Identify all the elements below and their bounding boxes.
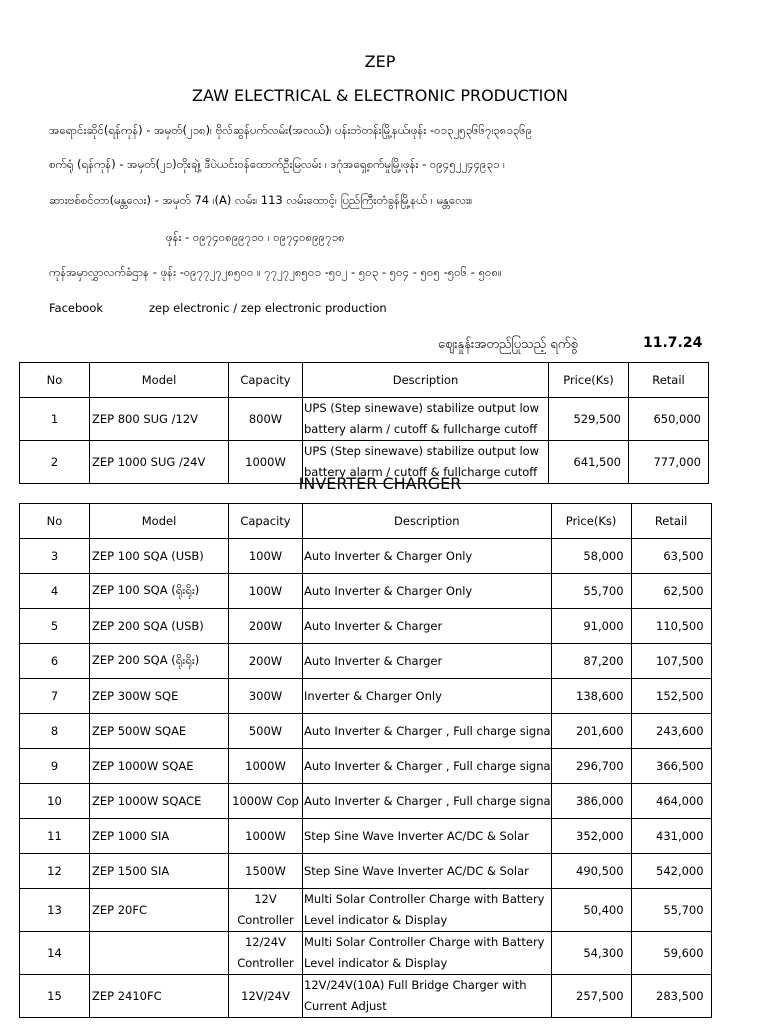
cell-model (90, 932, 229, 975)
table-row (20, 714, 712, 749)
cell-model: ZEP 2410FC (90, 975, 229, 1018)
col-header-model: Model (90, 363, 229, 398)
table-row (20, 609, 712, 644)
cell-no: 9 (20, 749, 90, 784)
cell-description (303, 644, 552, 679)
cell-no: 5 (20, 609, 90, 644)
cell-price: 352,000 (551, 819, 631, 854)
cell-model: ZEP 100 SQA (ရိုးရိုး) (90, 574, 229, 609)
cell-capacity (229, 819, 303, 854)
cell-capacity-line: 1000W (245, 455, 286, 469)
cell-no: 1 (20, 398, 90, 441)
cell-price: 87,200 (551, 644, 631, 679)
cell-no: 3 (20, 539, 90, 574)
cell-price: 296,700 (551, 749, 631, 784)
col-header-capacity: Capacity (229, 504, 303, 539)
cell-no: 10 (20, 784, 90, 819)
table-row (20, 679, 712, 714)
col-header-price: Price(Ks) (551, 504, 631, 539)
cell-retail: 777,000 (629, 441, 709, 484)
price-date-label: ဈေးနှုန်းအတည်ပြုသည့် ရက်စွဲ (438, 337, 578, 352)
table-row (20, 784, 712, 819)
cell-no: 7 (20, 679, 90, 714)
cell-retail: 59,600 (631, 932, 711, 975)
col-header-price: Price(Ks) (549, 363, 629, 398)
table-row (20, 975, 712, 1018)
cell-price: 201,600 (551, 714, 631, 749)
col-header-description: Description (303, 504, 552, 539)
cell-model: ZEP 20FC (90, 889, 229, 932)
cell-description-line: Inverter & Charger Only (304, 689, 442, 703)
cell-capacity (229, 975, 303, 1018)
cell-no: 13 (20, 889, 90, 932)
cell-capacity-line: 12V/24V (241, 989, 290, 1003)
price-date-value: 11.7.24 (643, 335, 703, 351)
cell-description-line: Multi Solar Controller Charge with Battery (304, 892, 545, 906)
table-header-row (20, 504, 712, 539)
cell-price: 386,000 (551, 784, 631, 819)
cell-description (303, 714, 552, 749)
cell-capacity-line: 1000W (245, 759, 286, 773)
table-row (20, 749, 712, 784)
cell-model: ZEP 200 SQA (USB) (90, 609, 229, 644)
cell-description-line: UPS (Step sinewave) stabilize output low (304, 444, 540, 458)
cell-price: 490,500 (551, 854, 631, 889)
inverter-price-table (19, 503, 712, 1018)
facebook-value: zep electronic / zep electronic production (149, 301, 387, 315)
cell-capacity-line: 1500W (245, 864, 286, 878)
brand-title: ZEP (364, 52, 396, 71)
cell-description-line: Level indicator & Display (304, 956, 448, 970)
cell-description (303, 574, 552, 609)
info-line-shop: အရောင်းဆိုင်(ရန်ကုန်) - အမှတ်(၂၁၈)၊ ဗိုလ်ဆွန်ပက်လမ်း(အလယ်)၊ ပန်းဘဲတန်းမြို့နယ်၊ဖုန်း -၀၁၃၂၅၃၆၆၇၊၃၈၁၃၆၉ (49, 123, 533, 137)
ups-price-table (19, 362, 709, 484)
col-header-retail: Retail (629, 363, 709, 398)
table-header-row (20, 363, 709, 398)
cell-description-line: battery alarm / cutoff & fullcharge cutoff (304, 465, 538, 479)
cell-capacity (229, 539, 303, 574)
cell-description (303, 784, 552, 819)
cell-description (303, 539, 552, 574)
cell-price: 55,700 (551, 574, 631, 609)
col-header-retail: Retail (631, 504, 711, 539)
cell-description (303, 889, 552, 932)
cell-model: ZEP 300W SQE (90, 679, 229, 714)
cell-price: 58,000 (551, 539, 631, 574)
cell-model: ZEP 800 SUG /12V (90, 398, 229, 441)
cell-description-line: Level indicator & Display (304, 913, 448, 927)
cell-retail: 366,500 (631, 749, 711, 784)
cell-capacity (229, 679, 303, 714)
cell-retail: 55,700 (631, 889, 711, 932)
cell-capacity (229, 644, 303, 679)
cell-capacity (229, 398, 303, 441)
table-row (20, 644, 712, 679)
cell-model: ZEP 500W SQAE (90, 714, 229, 749)
cell-description (303, 975, 552, 1018)
cell-retail: 107,500 (631, 644, 711, 679)
col-header-description: Description (303, 363, 549, 398)
cell-model: ZEP 200 SQA (ရိုးရိုး) (90, 644, 229, 679)
table-row (20, 398, 709, 441)
cell-capacity-line: 12/24V (244, 935, 286, 949)
cell-description-line: 12V/24V(10A) Full Bridge Charger with (304, 978, 527, 992)
cell-capacity (229, 784, 303, 819)
cell-model: ZEP 1000 SUG /24V (90, 441, 229, 484)
cell-capacity-line: 800W (248, 412, 283, 426)
info-line-orders: ကုန်အမှာလွှာလက်ခံဌာန - ဖုန်း -၀၉၇၇၂၇၂၈၅၀၀ ။ ၇၇၂၇၂၈၅၀၁ -၅၀၂ - ၅၀၃ - ၅၀၄ - ၅၀၅ -၅၀၆ - ၅၀၈။ (49, 265, 502, 279)
cell-retail: 431,000 (631, 819, 711, 854)
cell-description-line: Auto Inverter & Charger , Full charge signa (304, 794, 551, 808)
section-title-inverter: INVERTER CHARGER (298, 474, 462, 493)
table-row (20, 932, 712, 975)
cell-retail: 283,500 (631, 975, 711, 1018)
cell-capacity-line: 100W (248, 584, 283, 598)
table-row (20, 819, 712, 854)
cell-no: 15 (20, 975, 90, 1018)
cell-model: ZEP 100 SQA (USB) (90, 539, 229, 574)
cell-model: ZEP 1500 SIA (90, 854, 229, 889)
cell-no: 12 (20, 854, 90, 889)
cell-capacity-line: 200W (248, 619, 283, 633)
cell-no: 8 (20, 714, 90, 749)
cell-capacity (229, 932, 303, 975)
company-title: ZAW ELECTRICAL & ELECTRONIC PRODUCTION (192, 86, 568, 105)
cell-retail: 464,000 (631, 784, 711, 819)
cell-capacity (229, 889, 303, 932)
cell-retail: 650,000 (629, 398, 709, 441)
cell-price: 529,500 (549, 398, 629, 441)
cell-price: 50,400 (551, 889, 631, 932)
cell-description-line: Auto Inverter & Charger (304, 654, 443, 668)
cell-capacity-line: Controller (237, 913, 294, 927)
cell-no: 14 (20, 932, 90, 975)
cell-retail: 152,500 (631, 679, 711, 714)
col-header-capacity: Capacity (229, 363, 303, 398)
cell-retail: 243,600 (631, 714, 711, 749)
col-header-model: Model (90, 504, 229, 539)
cell-description-line: battery alarm / cutoff & fullcharge cutoff (304, 422, 538, 436)
cell-description-line: Step Sine Wave Inverter AC/DC & Solar (304, 864, 529, 878)
cell-description (303, 819, 552, 854)
cell-price: 257,500 (551, 975, 631, 1018)
info-line-factory: စက်ရုံ (ရန်ကုန်) - အမှတ်(၂၁)တိုးချဲ့၊ ဒီပဲယင်းဝန်ထောက်ဦးမြလမ်း ၊ ဒဂုံအရှေ့စက်မှုမြို့၊ဖုန်း - ၀၉၄၅၂၂၄၄၉၃၁ ၊ (49, 157, 505, 171)
table-row (20, 574, 712, 609)
table-row (20, 854, 712, 889)
cell-model: ZEP 1000 SIA (90, 819, 229, 854)
cell-model: ZEP 1000W SQAE (90, 749, 229, 784)
col-header-no: No (20, 363, 90, 398)
cell-description-line: Step Sine Wave Inverter AC/DC & Solar (304, 829, 529, 843)
cell-description (303, 932, 552, 975)
info-line-service-phone: ဖုန်း - ၀၉၇၄၀၈၉၉၇၁၀ ၊ ၀၉၇၄၀၈၉၉၇၁၈ (166, 230, 345, 244)
cell-description (303, 854, 552, 889)
cell-description-line: Auto Inverter & Charger , Full charge signa (304, 724, 551, 738)
cell-retail: 62,500 (631, 574, 711, 609)
cell-no: 4 (20, 574, 90, 609)
cell-description (303, 749, 552, 784)
cell-retail: 542,000 (631, 854, 711, 889)
cell-model: ZEP 1000W SQACE (90, 784, 229, 819)
info-line-service: ဆားဗစ်စင်တာ(မန္တလေး) - အမှတ် 74 ၊(A) လမ်း၊ 113 လမ်းထောင့်၊ ပြည်ကြီးတံခွန်မြို့နယ် ၊ မန္တလေး။ (49, 193, 473, 207)
table-row (20, 889, 712, 932)
cell-description-line: Auto Inverter & Charger , Full charge signa (304, 759, 551, 773)
cell-retail: 63,500 (631, 539, 711, 574)
cell-description-line: Auto Inverter & Charger Only (304, 584, 473, 598)
cell-capacity (229, 574, 303, 609)
cell-capacity-line: 500W (248, 724, 283, 738)
cell-capacity-line: 1000W (245, 829, 286, 843)
cell-capacity (229, 714, 303, 749)
col-header-no: No (20, 504, 90, 539)
cell-price: 54,300 (551, 932, 631, 975)
cell-no: 11 (20, 819, 90, 854)
cell-capacity (229, 854, 303, 889)
cell-capacity-line: 300W (248, 689, 283, 703)
cell-capacity-line: 12V (254, 892, 277, 906)
cell-description-line: Multi Solar Controller Charge with Battery (304, 935, 545, 949)
cell-no: 2 (20, 441, 90, 484)
cell-price: 91,000 (551, 609, 631, 644)
cell-price: 138,600 (551, 679, 631, 714)
cell-capacity (229, 749, 303, 784)
cell-description (303, 609, 552, 644)
table-row (20, 539, 712, 574)
cell-description-line: UPS (Step sinewave) stabilize output low (304, 401, 540, 415)
cell-capacity-line: 1000W Cop (232, 794, 299, 808)
cell-capacity-line: Controller (237, 956, 294, 970)
cell-description-line: Auto Inverter & Charger Only (304, 549, 473, 563)
cell-capacity-line: 200W (248, 654, 283, 668)
facebook-label: Facebook (49, 301, 104, 315)
cell-description (303, 679, 552, 714)
cell-retail: 110,500 (631, 609, 711, 644)
cell-capacity (229, 609, 303, 644)
cell-capacity-line: 100W (248, 549, 283, 563)
cell-price: 641,500 (549, 441, 629, 484)
cell-description-line: Auto Inverter & Charger (304, 619, 443, 633)
cell-description-line: Current Adjust (304, 999, 387, 1013)
cell-description (303, 398, 549, 441)
cell-no: 6 (20, 644, 90, 679)
